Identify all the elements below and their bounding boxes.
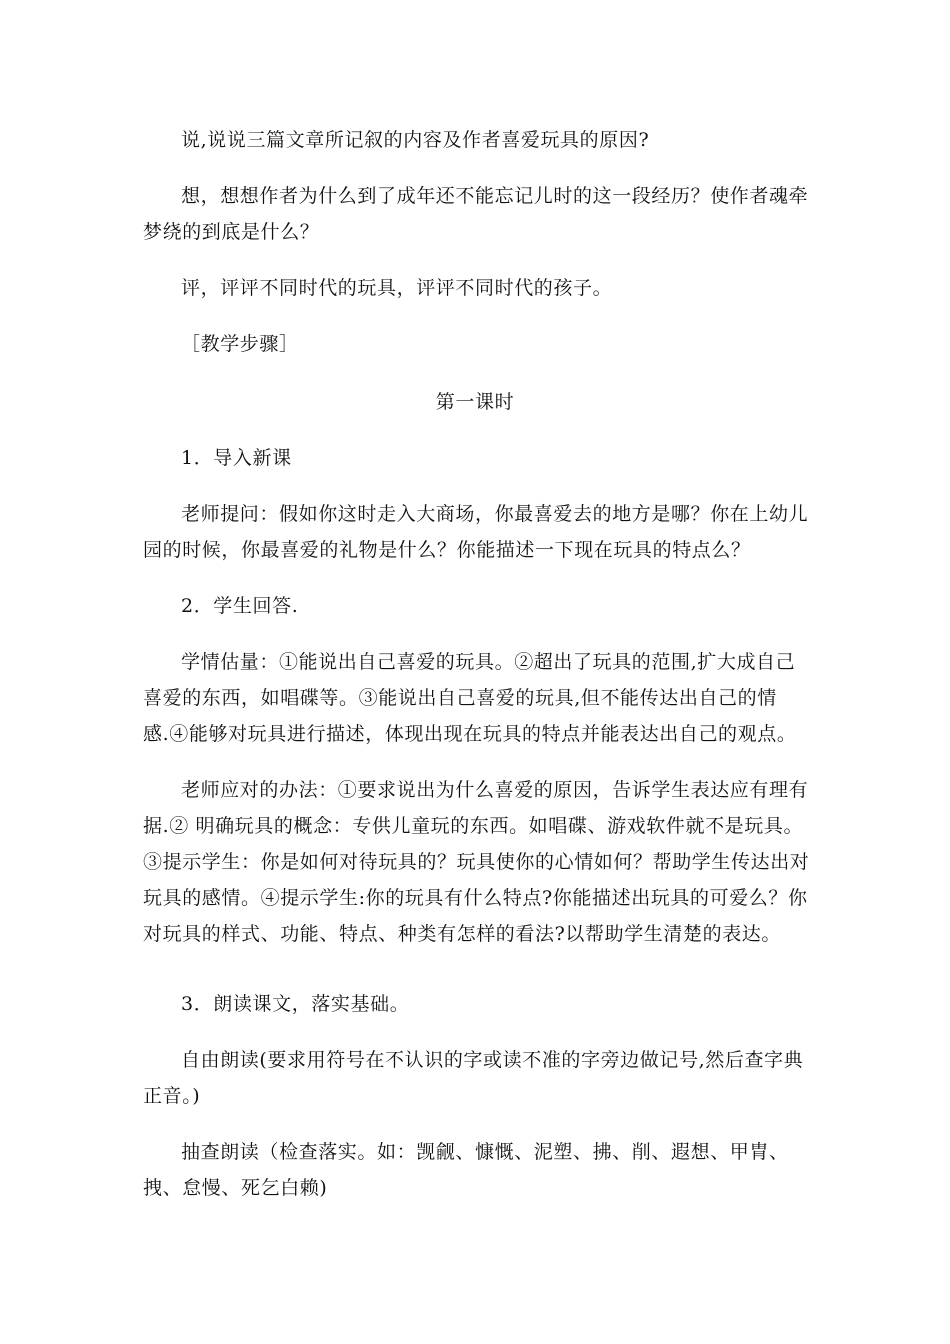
step-2-heading: 2．学生回答. bbox=[181, 595, 299, 617]
paragraph-teacher-response: 老师应对的办法：①要求说出为什么喜爱的原因，告诉学生表达应有理有据.② 明确玩具的概念：专供儿童玩的东西。如唱碟、游戏软件就不是玩具。③提示学生：你是如何对待玩具的？玩具使你的心情如何？帮助学生传达出对玩具的感情。④提示学生:你的玩具有什么特点?你能描述出玩具的可爱么？你对玩具的样式、功能、特点、种类有怎样的看法?以帮助学生清楚的表达。 bbox=[143, 779, 810, 945]
paragraph-discuss: 说,说说三篇文章所记叙的内容及作者喜爱玩具的原因? bbox=[181, 129, 650, 151]
paragraph-free-reading: 自由朗读(要求用符号在不认识的字或读不准的字旁边做记号,然后查字典正音。) bbox=[143, 1049, 804, 1107]
section-label-teaching-steps: ［教学步骤］ bbox=[181, 333, 299, 355]
paragraph-teacher-question: 老师提问：假如你这时走入大商场，你最喜爱去的地方是哪？你在上幼儿园的时候，你最喜爱的礼物是什么？你能描述一下现在玩具的特点么？ bbox=[143, 503, 809, 561]
paragraph-think: 想，想想作者为什么到了成年还不能忘记儿时的这一段经历？使作者魂牵梦绕的到底是什么？ bbox=[143, 185, 809, 243]
paragraph-evaluate: 评，评评不同时代的玩具，评评不同时代的孩子。 bbox=[181, 277, 613, 299]
lesson-heading: 第一课时 bbox=[435, 391, 515, 413]
paragraph-spot-check-reading: 抽查朗读（检查落实。如：觊觎、慷慨、泥塑、拂、削、遐想、甲胄、拽、怠慢、死乞白赖) bbox=[143, 1141, 789, 1199]
step-3-heading: 3．朗读课文，落实基础。 bbox=[181, 993, 410, 1015]
step-1-heading: 1．导入新课 bbox=[181, 447, 292, 469]
paragraph-learning-estimate: 学情估量：①能说出自己喜爱的玩具。②超出了玩具的范围,扩大成自己喜爱的东西，如唱碟等。③能说出自己喜爱的玩具,但不能传达出自己的情感.④能够对玩具进行描述，体现出现在玩具的特点并能表达出自己的观点。 bbox=[143, 651, 797, 745]
